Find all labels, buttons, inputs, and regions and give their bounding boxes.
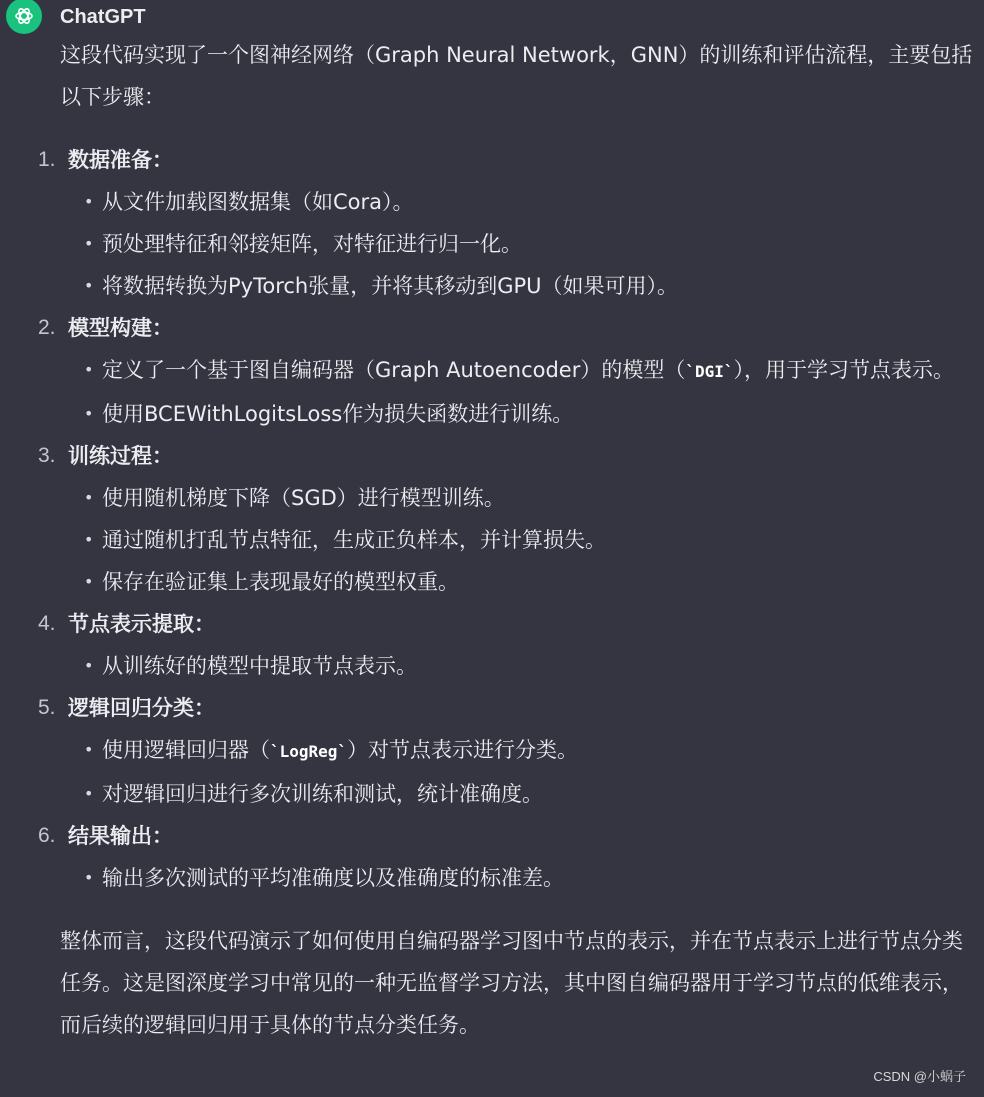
- bullet-text: 使用BCEWithLogitsLoss作为损失函数进行训练。: [102, 402, 574, 426]
- bullet-item: [84, 181, 980, 223]
- bullet-dot: •: [84, 740, 94, 759]
- step-number: 4.: [38, 612, 56, 635]
- openai-logo-icon: [6, 0, 42, 34]
- bullet-text: 保存在验证集上表现最好的模型权重。: [102, 570, 459, 594]
- bullet-dot: •: [84, 868, 94, 887]
- bullet-item: [84, 223, 980, 265]
- inline-code: `DGI`: [685, 362, 734, 381]
- step-title: 数据准备：: [68, 148, 173, 172]
- bullet-text: 使用随机梯度下降（SGD）进行模型训练。: [102, 486, 505, 510]
- bullet-list: [60, 181, 980, 307]
- step-number: 2.: [38, 316, 56, 339]
- step-item: [38, 435, 980, 603]
- summary-paragraph: 整体而言，这段代码演示了如何使用自编码器学习图中节点的表示，并在节点表示上进行节点分类任务。这是图深度学习中常见的一种无监督学习方法，其中图自编码器用于学习节点的低维表示，而后续的逻辑回归用于具体的节点分类任务。: [60, 929, 963, 1037]
- bullet-dot: •: [84, 404, 94, 423]
- bullet-text: ），用于学习节点表示。: [733, 358, 955, 382]
- bullet-text: 从文件加载图数据集（如Cora）。: [102, 190, 414, 214]
- message-header: [6, 0, 146, 34]
- intro-paragraph: 这段代码实现了一个图神经网络（Graph Neural Network，GNN）的训练和评估流程，主要包括以下步骤：: [60, 43, 973, 109]
- steps-list: [38, 139, 980, 899]
- bullet-dot: •: [84, 276, 94, 295]
- bullet-dot: •: [84, 784, 94, 803]
- bullet-list: [60, 857, 980, 899]
- bullet-text: 预处理特征和邻接矩阵，对特征进行归一化。: [102, 232, 522, 256]
- csdn-watermark: CSDN @小蜗子: [873, 1069, 966, 1084]
- step-number: 1.: [38, 148, 56, 171]
- bullet-list: [60, 645, 980, 687]
- step-title: 逻辑回归分类：: [68, 696, 215, 720]
- bullet-item: [84, 773, 980, 815]
- bullet-text: ）对节点表示进行分类。: [347, 738, 579, 762]
- assistant-name: ChatGPT: [60, 5, 146, 28]
- bullet-item: [84, 349, 980, 393]
- step-item: [38, 603, 980, 687]
- inline-code: `LogReg`: [270, 742, 348, 761]
- bullet-item: [84, 645, 980, 687]
- step-title: 训练过程：: [68, 444, 173, 468]
- bullet-list: [60, 477, 980, 603]
- bullet-text: 输出多次测试的平均准确度以及准确度的标准差。: [102, 866, 564, 890]
- step-title: 模型构建：: [68, 316, 173, 340]
- bullet-dot: •: [84, 192, 94, 211]
- bullet-text: 通过随机打乱节点特征，生成正负样本，并计算损失。: [102, 528, 606, 552]
- bullet-list: [60, 729, 980, 815]
- bullet-dot: •: [84, 488, 94, 507]
- bullet-dot: •: [84, 530, 94, 549]
- step-number: 5.: [38, 696, 56, 719]
- bullet-list: [60, 349, 980, 435]
- step-item: [38, 815, 980, 899]
- bullet-text: 使用逻辑回归器（: [102, 738, 270, 762]
- bullet-item: [84, 265, 980, 307]
- step-number: 6.: [38, 824, 56, 847]
- bullet-dot: •: [84, 234, 94, 253]
- bullet-text: 从训练好的模型中提取节点表示。: [102, 654, 417, 678]
- bullet-item: [84, 561, 980, 603]
- bullet-item: [84, 857, 980, 899]
- bullet-item: [84, 477, 980, 519]
- bullet-text: 对逻辑回归进行多次训练和测试，统计准确度。: [102, 782, 543, 806]
- step-title: 结果输出：: [68, 824, 173, 848]
- step-title: 节点表示提取：: [68, 612, 215, 636]
- step-item: [38, 307, 980, 435]
- bullet-item: [84, 393, 980, 435]
- bullet-text: 将数据转换为PyTorch张量，并将其移动到GPU（如果可用）。: [102, 274, 679, 298]
- step-item: [38, 139, 980, 307]
- step-item: [38, 687, 980, 815]
- step-number: 3.: [38, 444, 56, 467]
- bullet-text: 定义了一个基于图自编码器（Graph Autoencoder）的模型（: [102, 358, 686, 382]
- message-body: [38, 34, 980, 1046]
- bullet-dot: •: [84, 360, 94, 379]
- bullet-dot: •: [84, 572, 94, 591]
- bullet-item: [84, 729, 980, 773]
- bullet-dot: •: [84, 656, 94, 675]
- bullet-item: [84, 519, 980, 561]
